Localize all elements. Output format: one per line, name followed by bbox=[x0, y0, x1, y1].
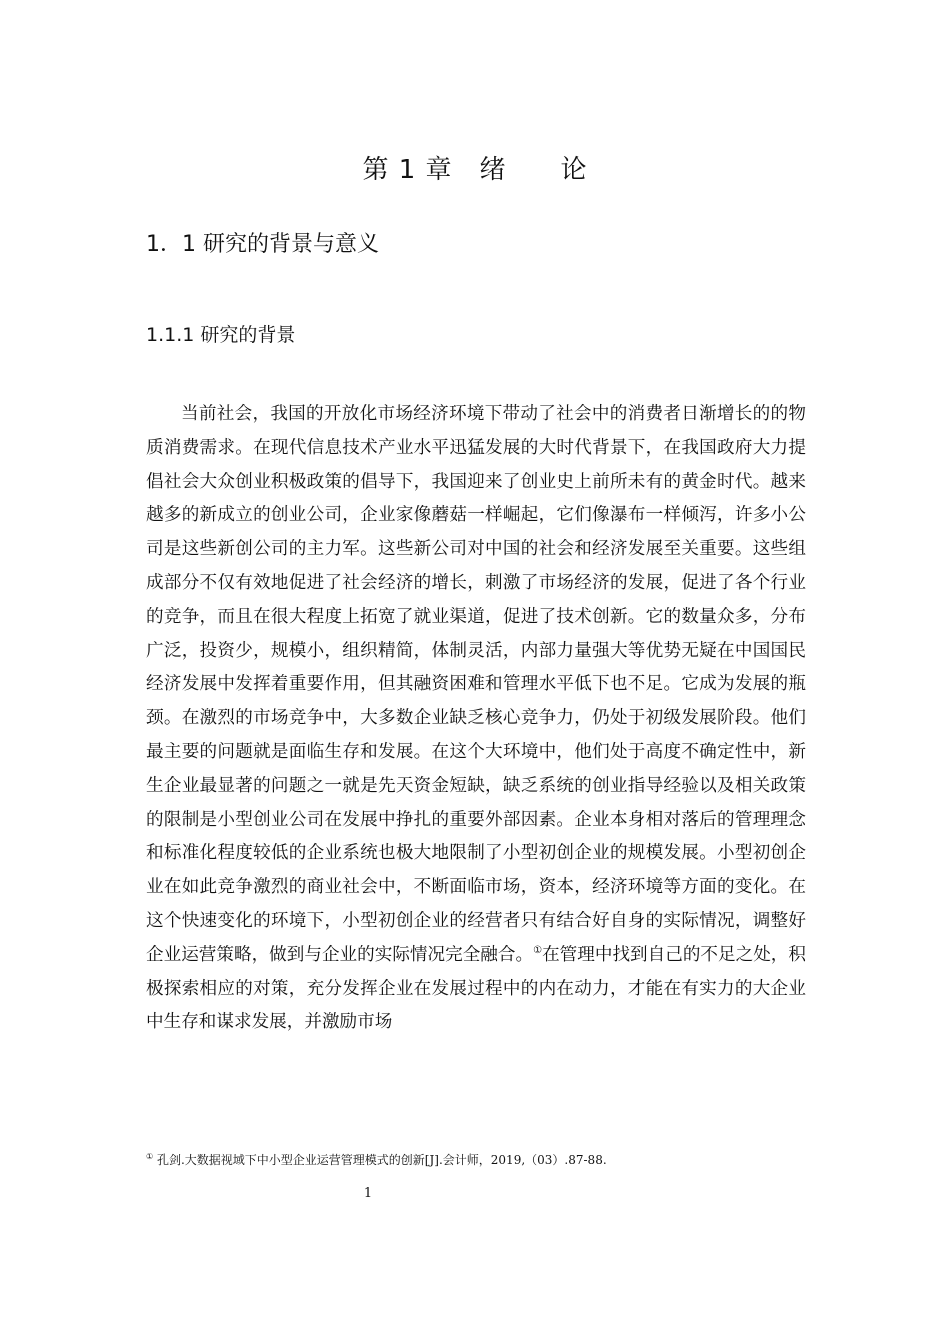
chapter-title: 第 1 章 绪 论 bbox=[362, 155, 588, 185]
subsection-title: 1.1.1 研究的背景 bbox=[146, 324, 296, 346]
page-number: 1 bbox=[363, 1186, 373, 1201]
section-title: 1．1 研究的背景与意义 bbox=[146, 232, 379, 257]
footnote bbox=[146, 1150, 806, 1170]
footnote-text: 孔剑.大数据视域下中小型企业运营管理模式的创新[J].会计师，2019,（03）.87-88. bbox=[153, 1153, 607, 1167]
footnote-reference[interactable]: ① bbox=[533, 944, 543, 956]
body-text-part-2: 在管理中找到自己的不足之处，积极探索相应的对策，充分发挥企业在发展过程中的内在动力，才能在有实力的大企业中生存和谋求发展，并激励市场 bbox=[146, 944, 806, 1033]
body-paragraph bbox=[146, 398, 806, 1040]
footnote-separator bbox=[146, 1146, 346, 1147]
footnote-marker: ① bbox=[146, 1152, 154, 1161]
body-text-part-1: 当前社会，我国的开放化市场经济环境下带动了社会中的消费者日渐增长的的物质消费需求。在现代信息技术产业水平迅猛发展的大时代背景下，在我国政府大力提倡社会大众创业积极政策的倡导下，我国迎来了创业史上前所未有的黄金时代。越来越多的新成立的创业公司，企业家像蘑菇一样崛起，它们像瀑布一样倾泻，许多小公司是这些新创公司的主力军。这些新公司对中国的社会和经济发展至关重要。这些组成部分不仅有效地促进了社会经济的增长，刺激了市场经济的发展，促进了各个行业的竞争，而且在很大程度上拓宽了就业渠道，促进了技术创新。它的数量众多，分布广泛，投资少，规模小，组织精简，体制灵活，内部力量强大等优势无疑在中国国民经济发展中发挥着重要作用，但其融资困难和管理水平低下也不足。它成为发展的瓶颈。在激烈的市场竞争中，大多数企业缺乏核心竞争力，仍处于初级发展阶段。他们最主要的问题就是面临生存和发展。在这个大环境中，他们处于高度不确定性中，新生企业最显著的问题之一就是先天资金短缺，缺乏系统的创业指导经验以及相关政策的限制是小型创业公司在发展中挣扎的重要外部因素。企业本身相对落后的管理理念和标准化程度较低的企业系统也极大地限制了小型初创企业的规模发展。小型初创企业在如此竞争激烈的商业社会中，不断面临市场，资本，经济环境等方面的变化。在这个快速变化的环境下，小型初创企业的经营者只有结合好自身的实际情况，调整好企业运营策略，做到与企业的实际情况完全融合。 bbox=[146, 404, 806, 965]
